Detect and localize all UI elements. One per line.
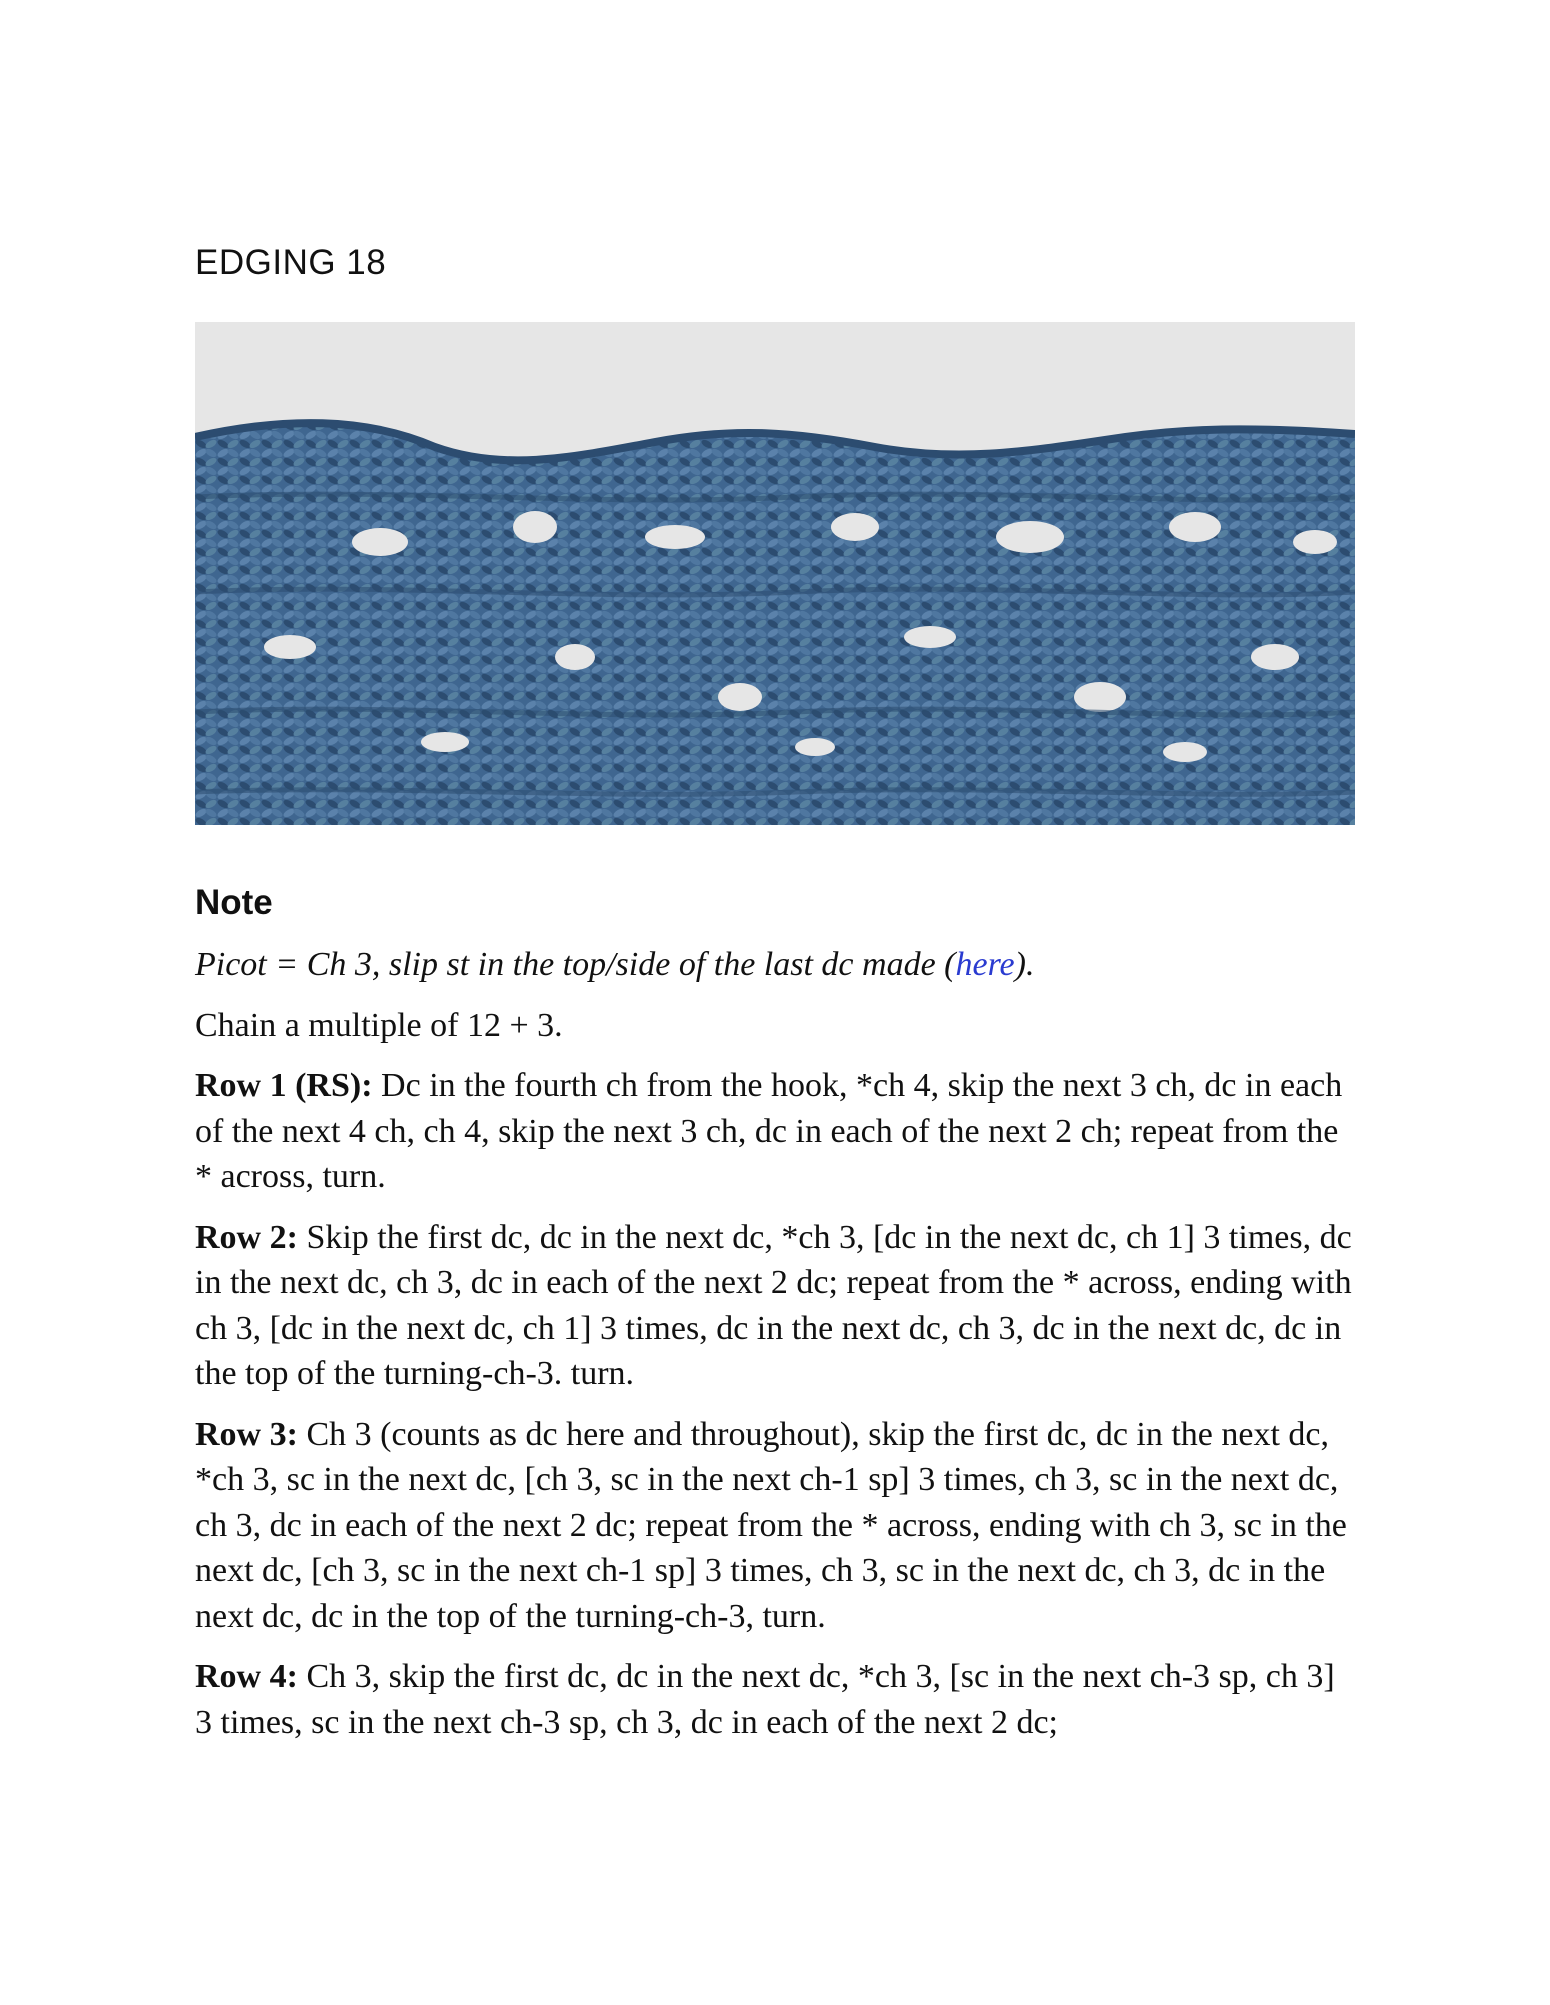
row-1-text: Dc in the fourth ch from the hook, *ch 4, skip the next 3 ch, dc in each of the next 4 ch, ch 4, skip the next 3 ch, dc in each of the next 2 ch; repeat from the * across, turn. [195,1067,1343,1195]
row-2-label: Row 2: [195,1218,298,1256]
row-2-instruction [195,1215,1355,1397]
page-title: EDGING 18 [195,243,387,282]
row-4-text: Ch 3, skip the first dc, dc in the next dc, *ch 3, [sc in the next ch-3 sp, ch 3] 3 times, sc in the next ch-3 sp, ch 3, dc in each of the next 2 dc; [195,1658,1335,1741]
chain-instruction: Chain a multiple of 12 + 3. [195,1006,563,1044]
here-link[interactable]: here [955,946,1015,983]
row-4-instruction [195,1654,1355,1745]
picot-definition [195,942,1355,988]
row-4-label: Row 4: [195,1658,298,1695]
pattern-instructions [195,942,1355,1760]
picot-definition-text: Picot = Ch 3, slip st in the top/side of the last dc made ( [195,946,956,983]
row-2-text: Skip the first dc, dc in the next dc, *ch 3, [dc in the next dc, ch 1] 3 times, dc in the next dc, ch 3, dc in each of the next 2 dc; repeat from the * across, ending with ch 3, [dc in the next dc, ch 1] 3 times, dc in the next dc, ch 3, dc in the next dc, dc in the top of the turning-ch-3. turn. [195,1218,1352,1392]
row-3-text: Ch 3 (counts as dc here and throughout), skip the first dc, dc in the next dc, *ch 3, sc in the next dc, [ch 3, sc in the next ch-1 sp] 3 times, ch 3, sc in the next dc, ch 3, dc in each of the next 2 dc; repeat from the * across, ending with ch 3, sc in the next dc, [ch 3, sc in the next ch-1 sp] 3 times, ch 3, sc in the next dc, ch 3, dc in the next dc, dc in the top of the turning-ch-3, turn. [195,1415,1347,1635]
picot-definition-end: ). [1014,946,1035,983]
crochet-edging-illustration [195,322,1355,825]
row-3-label: Row 3: [195,1415,298,1453]
crochet-edging-photo [195,322,1355,825]
row-1-label: Row 1 (RS): [195,1067,373,1104]
note-heading: Note [195,883,273,922]
row-1-instruction [195,1063,1355,1200]
row-3-instruction [195,1412,1355,1640]
